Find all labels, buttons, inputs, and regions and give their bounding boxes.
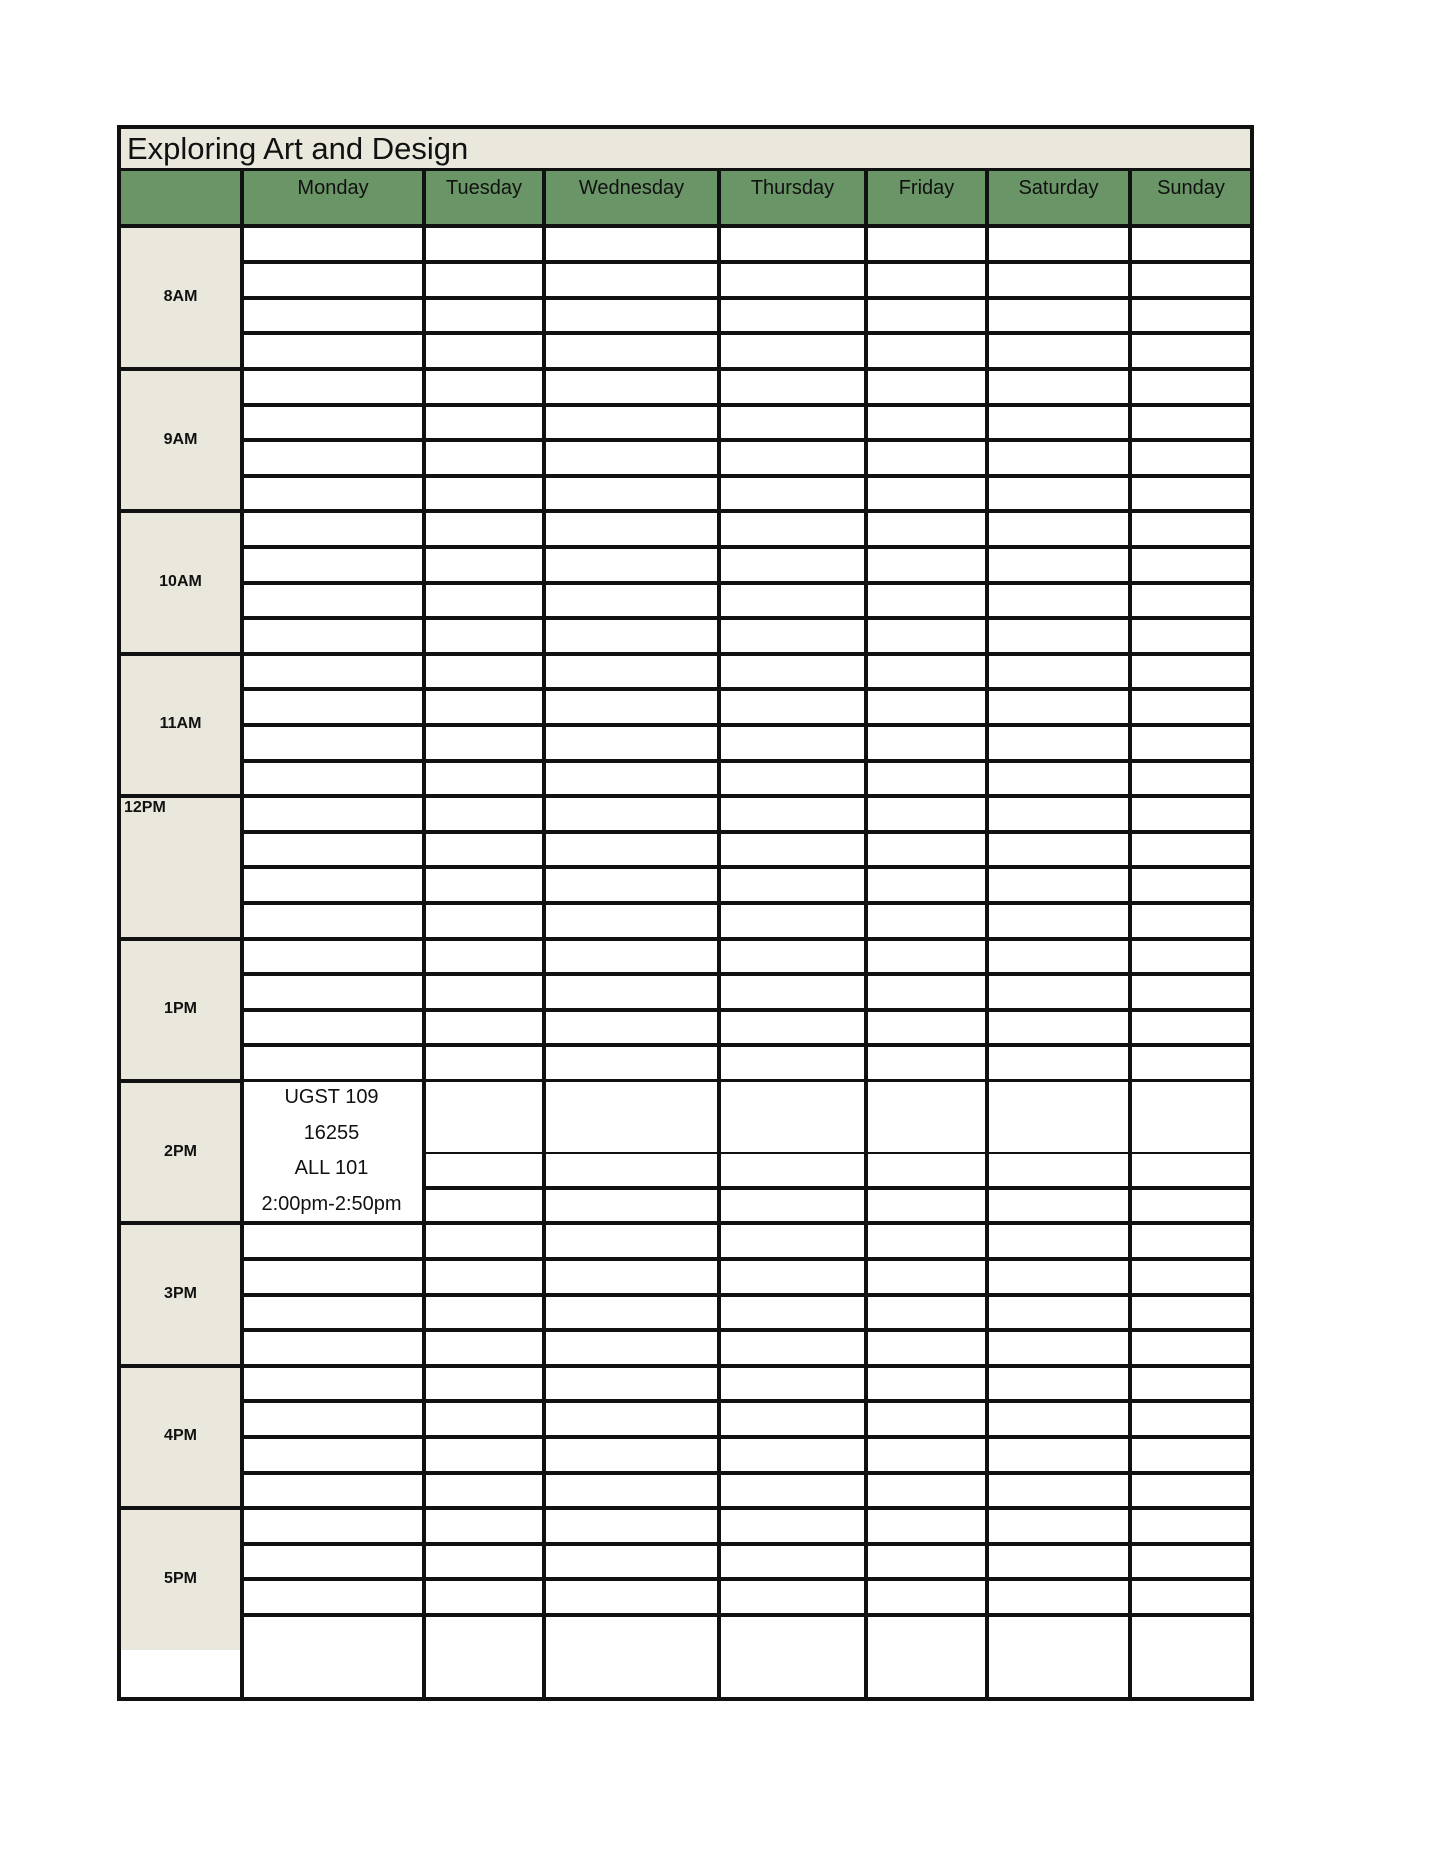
hour-label-5pm: 5PM — [121, 1508, 240, 1650]
grid-vertical-line — [542, 171, 546, 1697]
hour-label-11am: 11AM — [121, 653, 240, 795]
slot-divider-line — [240, 1293, 1250, 1297]
merged-cell-tuesday-2pm[interactable] — [426, 1082, 542, 1151]
grid-vertical-line — [985, 171, 989, 1697]
hour-label-1pm: 1PM — [121, 938, 240, 1080]
hour-divider-line — [121, 224, 1250, 228]
title-bar — [121, 129, 1250, 171]
hour-label-8am: 8AM — [121, 226, 240, 368]
day-header-wednesday: Wednesday — [578, 177, 685, 199]
event-text-line: 2:00pm-2:50pm — [261, 1192, 402, 1215]
hour-label-4pm: 4PM — [121, 1365, 240, 1507]
day-header-thursday: Thursday — [750, 177, 835, 199]
day-header-tuesday: Tuesday — [446, 177, 522, 199]
slot-divider-line — [240, 403, 1250, 407]
slot-divider-line — [240, 474, 1250, 478]
hour-divider-line — [121, 1506, 1250, 1510]
hour-divider-line — [121, 509, 1250, 513]
merged-cell-sunday-2pm[interactable] — [1132, 1082, 1250, 1151]
hour-label-9am: 9AM — [121, 368, 240, 510]
day-header-saturday: Saturday — [1018, 177, 1099, 199]
hour-divider-line — [121, 937, 1250, 941]
weekly-schedule-sheet — [117, 125, 1254, 1701]
slot-divider-line — [240, 687, 1250, 691]
merged-cell-friday-2pm[interactable] — [868, 1082, 985, 1151]
slot-divider-line — [240, 1257, 1250, 1261]
slot-divider-line — [240, 581, 1250, 585]
day-header-row — [121, 171, 1250, 226]
slot-divider-line — [240, 616, 1250, 620]
schedule-title: Exploring Art and Design — [127, 131, 469, 166]
slot-divider-line — [240, 1043, 1250, 1047]
merged-cell-wednesday-2pm[interactable] — [546, 1082, 717, 1151]
slot-divider-line — [240, 830, 1250, 834]
slot-divider-line — [240, 972, 1250, 976]
hour-divider-line — [121, 1364, 1250, 1368]
slot-divider-line — [240, 1399, 1250, 1403]
slot-divider-line — [240, 1435, 1250, 1439]
event-text-line: ALL 101 — [294, 1157, 369, 1180]
hour-label-3pm: 3PM — [121, 1223, 240, 1365]
hour-label-10am: 10AM — [121, 511, 240, 653]
hour-label-2pm: 2PM — [121, 1080, 240, 1222]
merged-cell-thursday-2pm[interactable] — [721, 1082, 864, 1151]
event-text-line: 16255 — [303, 1121, 360, 1144]
hour-divider-line — [121, 652, 1250, 656]
slot-divider-line — [240, 759, 1250, 763]
slot-divider-line — [240, 723, 1250, 727]
grid-vertical-line — [717, 171, 721, 1697]
slot-divider-line — [240, 1613, 1250, 1617]
slot-divider-line — [240, 1577, 1250, 1581]
slot-divider-line — [240, 901, 1250, 905]
hour-label-12pm: 12PM — [121, 796, 240, 938]
grid-vertical-line — [240, 171, 244, 1697]
slot-divider-line — [240, 296, 1250, 300]
slot-divider-line — [240, 545, 1250, 549]
day-header-friday: Friday — [898, 177, 955, 199]
event-text-line: UGST 109 — [284, 1086, 379, 1109]
day-header-monday: Monday — [297, 177, 369, 199]
slot-divider-line — [240, 331, 1250, 335]
slot-divider-line — [240, 1008, 1250, 1012]
grid-vertical-line — [864, 171, 868, 1697]
slot-divider-line — [240, 1328, 1250, 1332]
grid-vertical-line — [1128, 171, 1132, 1697]
hour-divider-line — [121, 367, 1250, 371]
slot-divider-line — [240, 865, 1250, 869]
slot-divider-line — [240, 1542, 1250, 1546]
event-block-bottom-line — [240, 1221, 426, 1225]
hour-divider-line — [121, 794, 1250, 798]
slot-divider-line — [240, 260, 1250, 264]
slot-divider-line — [240, 438, 1250, 442]
slot-divider-line — [240, 1471, 1250, 1475]
day-header-sunday: Sunday — [1157, 177, 1225, 199]
grid-vertical-line — [422, 171, 426, 1697]
merged-cell-saturday-2pm[interactable] — [989, 1082, 1128, 1151]
